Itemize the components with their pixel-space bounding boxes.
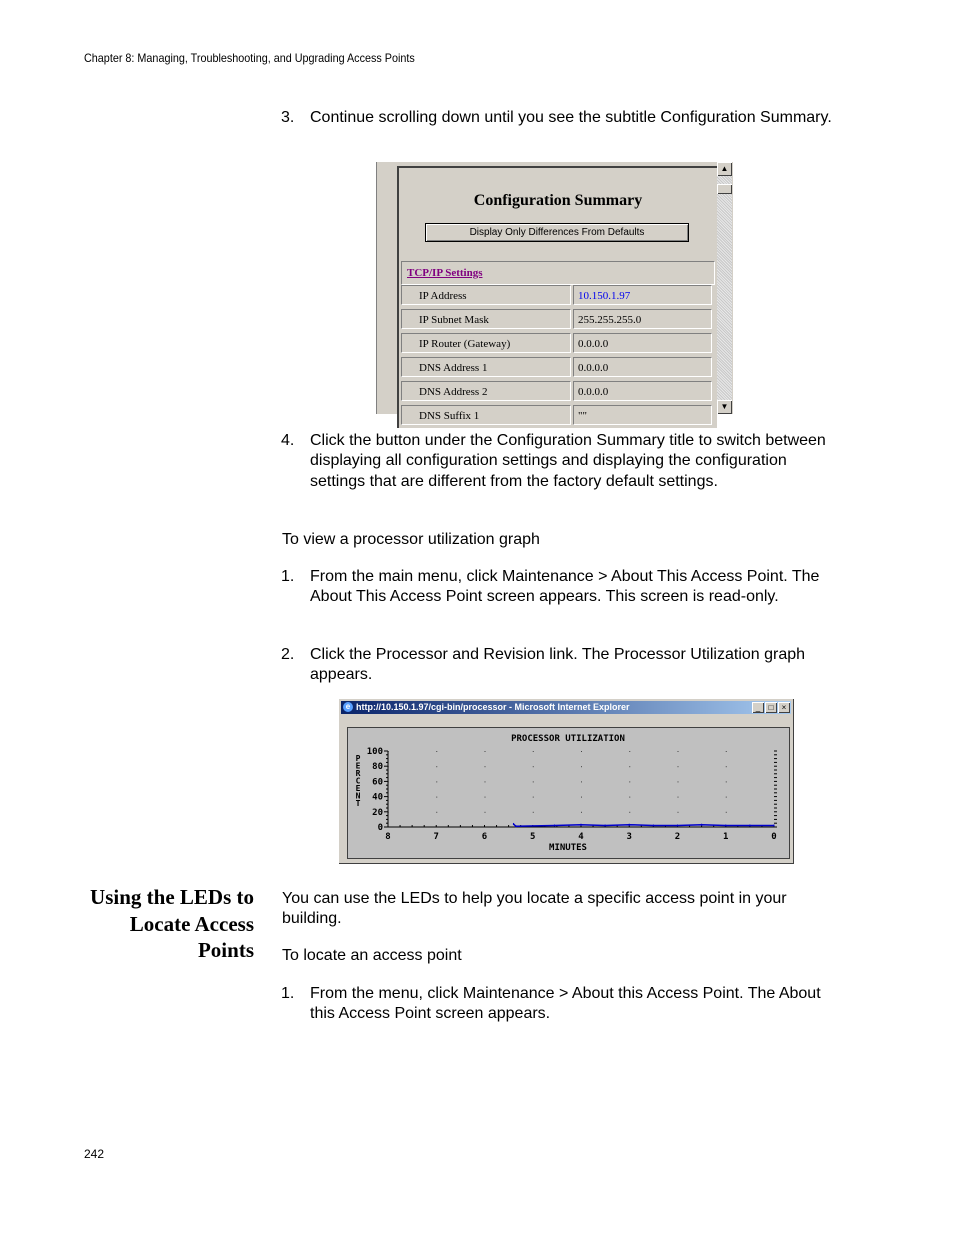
step-1-processor bbox=[281, 567, 841, 608]
x-axis-label: MINUTES bbox=[549, 843, 587, 853]
scroll-thumb[interactable] bbox=[717, 184, 732, 194]
step-4 bbox=[281, 431, 841, 492]
config-value-link[interactable]: 10.150.1.97 bbox=[573, 285, 712, 305]
utilization-point bbox=[581, 824, 582, 826]
scroll-down-icon[interactable]: ▼ bbox=[717, 400, 732, 414]
step-number: 2. bbox=[281, 646, 295, 663]
x-tick-label: 7 bbox=[433, 832, 439, 842]
section-subhead: To locate an access point bbox=[282, 947, 462, 964]
grid-dot bbox=[726, 751, 727, 752]
grid-dot bbox=[436, 797, 437, 798]
grid-dot bbox=[726, 797, 727, 798]
vertical-scrollbar[interactable] bbox=[717, 162, 732, 414]
grid-dot bbox=[678, 812, 679, 813]
grid-dot bbox=[485, 766, 486, 767]
utilization-point bbox=[513, 823, 514, 825]
minimize-icon[interactable]: _ bbox=[752, 702, 764, 713]
grid-dot bbox=[485, 751, 486, 752]
step-number: 4. bbox=[281, 432, 295, 449]
config-title: Configuration Summary bbox=[473, 192, 643, 209]
grid-dot bbox=[485, 797, 486, 798]
step-number: 1. bbox=[281, 985, 295, 1002]
step-1-locate bbox=[281, 984, 841, 1025]
grid-dot bbox=[581, 812, 582, 813]
utilization-point bbox=[554, 824, 555, 826]
processor-chart bbox=[348, 728, 789, 858]
step-text: Click the button under the Configuration Summary title to switch between displaying all configuration settings and displaying the configuration settings that are different from the factory default settings. bbox=[310, 432, 826, 490]
grid-dot bbox=[533, 766, 534, 767]
grid-dot bbox=[388, 812, 389, 813]
window-titlebar[interactable] bbox=[341, 701, 791, 714]
config-label: DNS Address 1 bbox=[401, 357, 571, 377]
y-tick-label: 60 bbox=[372, 777, 383, 788]
configuration-summary-screenshot bbox=[376, 162, 733, 422]
config-value: 0.0.0.0 bbox=[573, 333, 712, 353]
tcpip-settings-header bbox=[401, 261, 715, 285]
y-axis-label-letter: T bbox=[355, 799, 361, 808]
y-axis-label-letter: P bbox=[355, 754, 361, 763]
step-number: 1. bbox=[281, 568, 295, 585]
utilization-point bbox=[605, 824, 606, 826]
grid-dot bbox=[629, 751, 630, 752]
config-label: DNS Address 2 bbox=[401, 381, 571, 401]
internet-explorer-icon: e bbox=[343, 702, 353, 712]
config-value: 0.0.0.0 bbox=[573, 381, 712, 401]
maximize-icon[interactable]: □ bbox=[765, 702, 777, 713]
grid-dot bbox=[629, 812, 630, 813]
y-tick-label: 0 bbox=[377, 823, 383, 833]
display-differences-button[interactable]: Display Only Differences From Defaults bbox=[425, 223, 689, 242]
y-tick-label: 80 bbox=[372, 762, 383, 773]
y-axis-label-letter: E bbox=[355, 784, 361, 793]
config-label: DNS Suffix 1 bbox=[401, 405, 571, 425]
grid-dot bbox=[581, 781, 582, 782]
grid-dot bbox=[581, 751, 582, 752]
grid-dot bbox=[388, 781, 389, 782]
grid-dot bbox=[436, 766, 437, 767]
utilization-point bbox=[677, 824, 678, 826]
step-3 bbox=[281, 108, 841, 128]
grid-dot bbox=[581, 797, 582, 798]
config-value: 255.255.255.0 bbox=[573, 309, 712, 329]
utilization-point bbox=[725, 824, 726, 826]
config-row bbox=[401, 333, 714, 355]
x-tick-label: 3 bbox=[626, 832, 632, 842]
utilization-point bbox=[653, 824, 654, 826]
grid-dot bbox=[581, 766, 582, 767]
grid-dot bbox=[388, 751, 389, 752]
grid-dot bbox=[436, 781, 437, 782]
grid-dot bbox=[629, 797, 630, 798]
scroll-up-icon[interactable]: ▲ bbox=[717, 162, 732, 176]
grid-dot bbox=[436, 812, 437, 813]
y-tick-label: 40 bbox=[372, 792, 383, 803]
grid-dot bbox=[533, 812, 534, 813]
processor-intro: To view a processor utilization graph bbox=[282, 531, 540, 548]
step-text: Click the Processor and Revision link. The Processor Utilization graph appears. bbox=[310, 646, 806, 684]
utilization-point bbox=[749, 824, 750, 826]
running-header: Chapter 8: Managing, Troubleshooting, and Upgrading Access Points bbox=[84, 51, 415, 65]
step-number: 3. bbox=[281, 109, 295, 126]
grid-dot bbox=[678, 797, 679, 798]
grid-dot bbox=[533, 781, 534, 782]
config-value: "" bbox=[573, 405, 712, 425]
y-tick-label: 20 bbox=[372, 807, 383, 818]
tcpip-settings-link[interactable]: TCP/IP Settings bbox=[407, 267, 483, 279]
y-axis-label-letter: N bbox=[355, 791, 361, 801]
config-row bbox=[401, 381, 714, 403]
step-text: Continue scrolling down until you see the subtitle Configuration Summary. bbox=[310, 109, 832, 126]
grid-dot bbox=[533, 751, 534, 752]
utilization-point bbox=[701, 824, 702, 826]
grid-dot bbox=[388, 797, 389, 798]
grid-dot bbox=[533, 797, 534, 798]
page-number: 242 bbox=[84, 1147, 105, 1161]
x-tick-label: 8 bbox=[385, 832, 391, 842]
x-tick-label: 6 bbox=[481, 832, 488, 842]
utilization-point bbox=[774, 824, 775, 826]
x-tick-label: 0 bbox=[771, 832, 777, 842]
config-row bbox=[401, 357, 714, 379]
config-frame bbox=[397, 166, 717, 428]
grid-dot bbox=[629, 766, 630, 767]
y-axis-label-letter: R bbox=[355, 769, 361, 778]
x-tick-label: 5 bbox=[530, 832, 536, 842]
window-title: http://10.150.1.97/cgi-bin/processor - Microsoft Internet Explorer bbox=[356, 702, 630, 712]
grid-dot bbox=[388, 766, 389, 767]
close-icon[interactable]: × bbox=[778, 702, 790, 713]
chart-title: PROCESSOR UTILIZATION bbox=[511, 734, 625, 744]
grid-dot bbox=[678, 781, 679, 782]
x-tick-label: 4 bbox=[578, 832, 584, 842]
config-row bbox=[401, 309, 714, 331]
grid-dot bbox=[436, 751, 437, 752]
x-tick-label: 2 bbox=[674, 832, 681, 842]
section-intro: You can use the LEDs to help you locate a specific access point in your building. bbox=[282, 890, 787, 928]
y-tick-label: 100 bbox=[366, 747, 383, 757]
y-axis-label-letter: E bbox=[355, 761, 361, 771]
grid-dot bbox=[726, 766, 727, 767]
config-value: 0.0.0.0 bbox=[573, 357, 712, 377]
grid-dot bbox=[485, 812, 486, 813]
utilization-point bbox=[515, 825, 516, 827]
x-tick-label: 1 bbox=[723, 832, 729, 842]
grid-dot bbox=[678, 751, 679, 752]
utilization-point bbox=[629, 824, 630, 826]
step-2-processor bbox=[281, 645, 841, 686]
section-heading: Using the LEDs to Locate Access Points bbox=[90, 885, 254, 962]
config-row bbox=[401, 405, 714, 427]
step-text: From the menu, click Maintenance > About this Access Point. The About this Access Point screen appears. bbox=[310, 985, 821, 1023]
config-label: IP Address bbox=[401, 285, 571, 305]
processor-utilization-window bbox=[338, 698, 794, 864]
grid-dot bbox=[726, 781, 727, 782]
grid-dot bbox=[485, 781, 486, 782]
config-label: IP Router (Gateway) bbox=[401, 333, 571, 353]
grid-dot bbox=[726, 812, 727, 813]
grid-dot bbox=[629, 781, 630, 782]
processor-graph bbox=[347, 727, 790, 859]
config-row bbox=[401, 285, 714, 307]
y-axis-label-letter: C bbox=[355, 776, 361, 786]
grid-dot bbox=[678, 766, 679, 767]
step-text: From the main menu, click Maintenance > About This Access Point. The About This Access Point screen appears. This screen is read-only. bbox=[310, 568, 820, 606]
utilization-series-line bbox=[513, 824, 774, 826]
config-label: IP Subnet Mask bbox=[401, 309, 571, 329]
